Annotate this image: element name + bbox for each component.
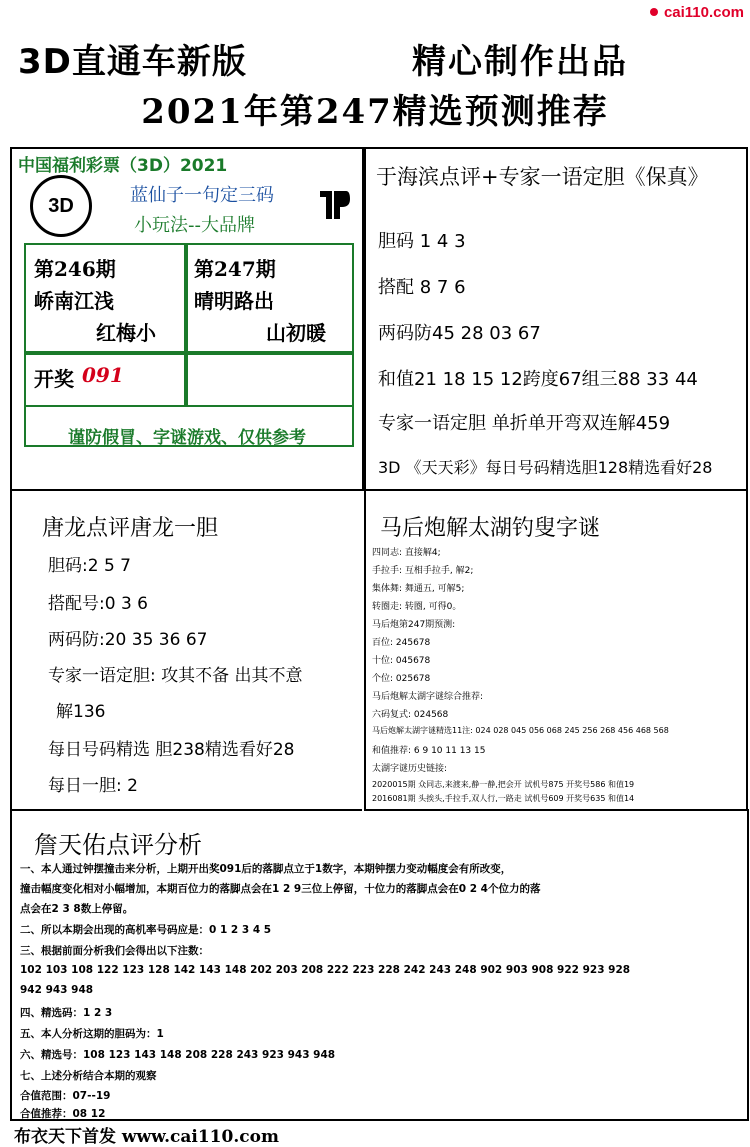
expert-box <box>364 147 748 491</box>
footer-text[interactable]: 布衣天下首发 www.cai110.com <box>14 1127 279 1147</box>
expert-line: 和值21 18 15 12跨度67组三88 33 44 <box>378 369 698 390</box>
analysis-line: 三、根据前面分析我们会得出以下注数： <box>20 945 209 957</box>
mahou-line: 十位: 045678 <box>372 656 431 666</box>
tanglong-head: 唐龙点评唐龙一胆 <box>42 516 219 541</box>
analysis-line: 合值推荐：08 12 <box>20 1108 106 1120</box>
mahou-line: 马后炮第247期预测: <box>372 620 456 630</box>
welfare-logo-icon <box>312 185 352 234</box>
draw-value: 091 <box>82 363 124 387</box>
mahou-line: 2020015期 众同志,来渡来,静一静,把会开 试机号875 开奖号586 和值19 <box>372 780 635 789</box>
mahou-line: 转圈走: 转圈, 可得0。 <box>372 602 462 612</box>
analysis-line: 一、本人通过钟摆撞击来分析，上期开出奖091后的落脚点立于1数字，本期钟摆力变动幅度会有所改变， <box>20 863 512 875</box>
mahou-line: 六码复式: 024568 <box>372 710 449 720</box>
mahou-head: 马后炮解太湖钓叟字谜 <box>380 516 601 541</box>
mahou-line: 和值推荐: 6 9 10 11 13 15 <box>372 746 486 756</box>
tanglong-line: 每日一胆: 2 <box>48 776 138 796</box>
analysis-line: 五、本人分析这期的胆码为：1 <box>20 1028 164 1040</box>
mahou-line: 百位: 245678 <box>372 638 431 648</box>
expert-line: 专家一语定胆 单折单开弯双连解459 <box>378 413 671 434</box>
analysis-line: 合值范围：07--19 <box>20 1090 111 1102</box>
analysis-box <box>10 809 749 1121</box>
mahou-line: 个位: 025678 <box>372 674 431 684</box>
analysis-line: 撞击幅度变化相对小幅增加，本期百位力的落脚点会在1 2 9三位上停留，十位力的落脚点会在0 2 4个位力的落 <box>20 883 541 895</box>
lottery-header: 中国福利彩票（3D）2021 <box>18 156 228 176</box>
tanglong-line: 搭配号:0 3 6 <box>48 594 148 614</box>
page-title: 2021年第247精选预测推荐 <box>141 92 609 132</box>
lottery-subtitle-2: 小玩法--大品牌 <box>134 215 255 236</box>
tanglong-line: 两码防:20 35 36 67 <box>48 630 208 650</box>
mahou-line: 四同志: 直接解4; <box>372 548 441 558</box>
title-left: 3D直通车新版 <box>18 42 247 82</box>
mahou-line: 马后炮解太湖字谜综合推荐: <box>372 692 484 702</box>
analysis-line: 七、上述分析结合本期的观察 <box>20 1070 157 1082</box>
brand-dot-icon <box>650 8 658 16</box>
brand-badge[interactable] <box>609 0 750 24</box>
prev-line-1: 峤南江浅 <box>34 289 114 313</box>
tanglong-line: 每日号码精选 胆238精选看好28 <box>48 740 295 760</box>
lottery-footer: 谨防假冒、字谜游戏、仅供参考 <box>68 428 306 448</box>
analysis-line: 点会在2 3 8数上停留。 <box>20 903 134 915</box>
next-issue: 第247期 <box>194 257 276 281</box>
3d-logo-icon <box>30 175 92 237</box>
prev-issue: 第246期 <box>34 257 116 281</box>
brand-text: cai110.com <box>663 3 744 21</box>
draw-label: 开奖 <box>34 367 74 391</box>
expert-line: 3D 《天天彩》每日号码精选胆128精选看好28 <box>378 458 713 477</box>
logo-text: 3D <box>48 194 74 217</box>
prev-line-2: 红梅小 <box>96 321 156 345</box>
analysis-head: 詹天佑点评分析 <box>34 831 202 859</box>
mahou-line: 太湖字谜历史链接: <box>372 764 448 774</box>
expert-line: 胆码 1 4 3 <box>378 231 466 252</box>
lottery-grid <box>24 243 354 447</box>
analysis-line: 四、精选码：1 2 3 <box>20 1007 113 1019</box>
analysis-line: 六、精选号：108 123 143 148 208 228 243 923 943 948 <box>20 1049 336 1061</box>
next-line-2: 山初暖 <box>266 321 326 345</box>
mahou-line: 马后炮解太湖字谜精选11注: 024 028 045 056 068 245 256 268 456 468 568 <box>372 726 669 735</box>
mahou-line: 集体舞: 舞通五, 可解5; <box>372 584 465 594</box>
analysis-line: 二、所以本期会出现的高机率号码应是：0 1 2 3 4 5 <box>20 924 272 936</box>
title-right: 精心制作出品 <box>412 42 628 82</box>
empty-cell <box>184 351 354 407</box>
expert-line: 搭配 8 7 6 <box>378 277 466 298</box>
analysis-line: 102 103 108 122 123 128 142 143 148 202 203 208 222 223 228 242 243 248 902 903 908 922 923 928 <box>20 964 631 976</box>
next-line-1: 晴明路出 <box>194 289 274 313</box>
lottery-box <box>10 147 364 491</box>
mahou-line: 手拉手: 互相手拉手, 解2; <box>372 566 474 576</box>
mahou-box <box>364 489 748 811</box>
expert-line: 两码防45 28 03 67 <box>378 323 541 344</box>
tanglong-line: 专家一语定胆: 攻其不备 出其不意 <box>48 666 303 686</box>
tanglong-line: 胆码:2 5 7 <box>48 556 131 576</box>
tanglong-box <box>10 489 362 811</box>
lottery-subtitle-1: 蓝仙子一句定三码 <box>130 185 274 206</box>
analysis-line: 942 943 948 <box>20 984 94 996</box>
expert-head: 于海滨点评+专家一语定胆《保真》 <box>376 165 709 189</box>
mahou-line: 2016081期 头挨头,手拉手,双人行,一路走 试机号609 开奖号635 和值14 <box>372 794 635 803</box>
tanglong-line: 解136 <box>56 702 106 722</box>
